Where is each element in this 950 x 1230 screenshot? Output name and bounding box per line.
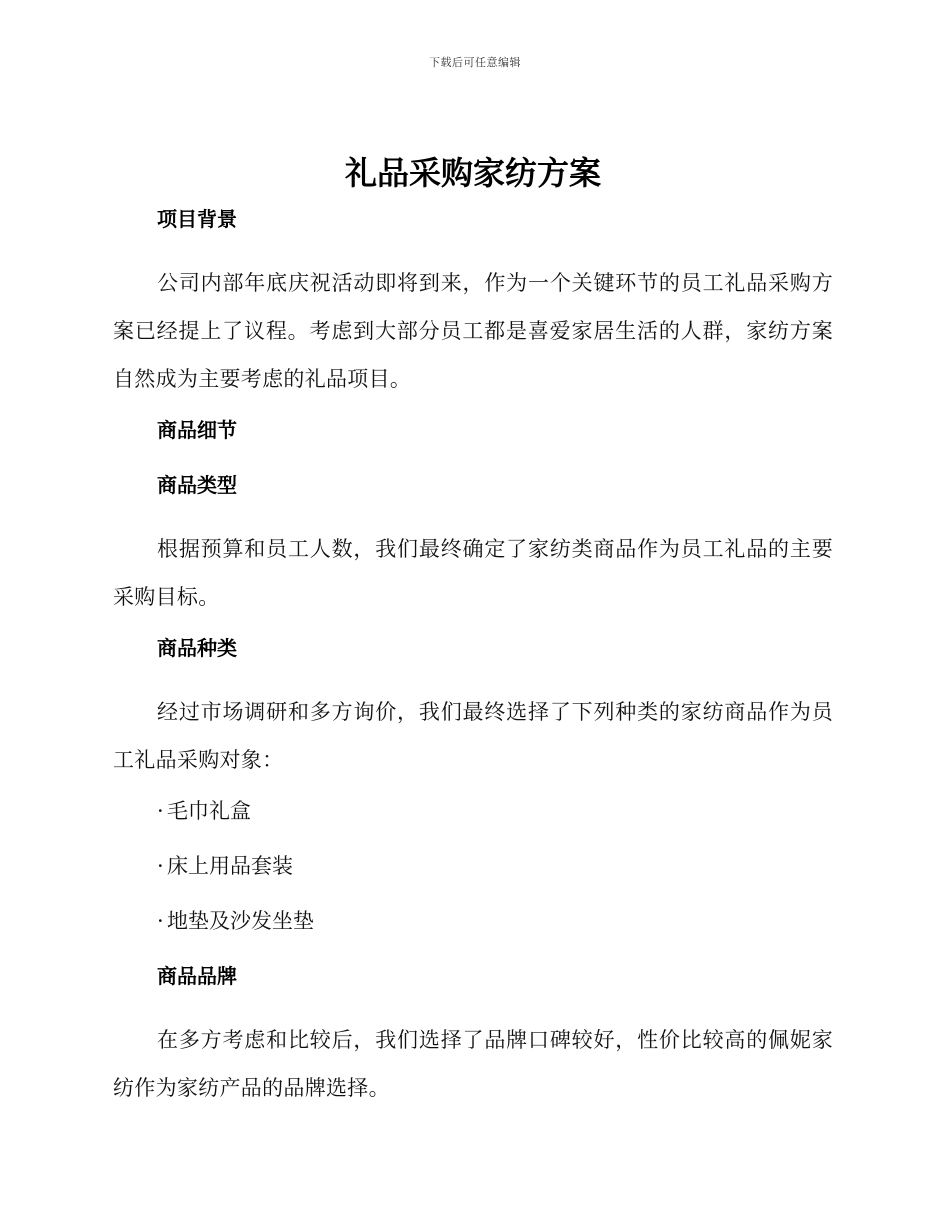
heading-type: 商品类型	[157, 473, 237, 497]
heading-brand: 商品品牌	[157, 964, 237, 988]
document-body	[113, 148, 833, 1124]
paragraph-background: 公司内部年底庆祝活动即将到来，作为一个关键环节的员工礼品采购方案已经提上了议程。考虑到大部分员工都是喜爱家居生活的人群，家纺方案自然成为主要考虑的礼品项目。	[113, 271, 833, 391]
list-item	[157, 796, 833, 826]
list-item-label: 床上用品套装	[167, 854, 293, 878]
bullet-icon: ·	[157, 909, 164, 933]
list-item	[157, 851, 833, 881]
document-title: 礼品采购家纺方案	[344, 154, 601, 192]
heading-category: 商品种类	[157, 636, 237, 660]
bullet-icon: ·	[157, 854, 164, 878]
category-list	[113, 796, 833, 936]
bullet-icon: ·	[157, 799, 164, 823]
heading-details: 商品细节	[157, 418, 237, 442]
list-item-label: 地垫及沙发坐垫	[167, 909, 314, 933]
list-item-label: 毛巾礼盒	[167, 799, 251, 823]
paragraph-type: 根据预算和员工人数，我们最终确定了家纺类商品作为员工礼品的主要采购目标。	[113, 537, 833, 609]
paragraph-category: 经过市场调研和多方询价，我们最终选择了下列种类的家纺商品作为员工礼品采购对象：	[113, 700, 833, 772]
paragraph-brand: 在多方考虑和比较后，我们选择了品牌口碑较好，性价比较高的佩妮家纺作为家纺产品的品牌选择。	[113, 1028, 833, 1100]
list-item	[157, 906, 833, 936]
header-note: 下载后可任意编辑	[429, 56, 521, 69]
heading-background: 项目背景	[157, 207, 237, 231]
